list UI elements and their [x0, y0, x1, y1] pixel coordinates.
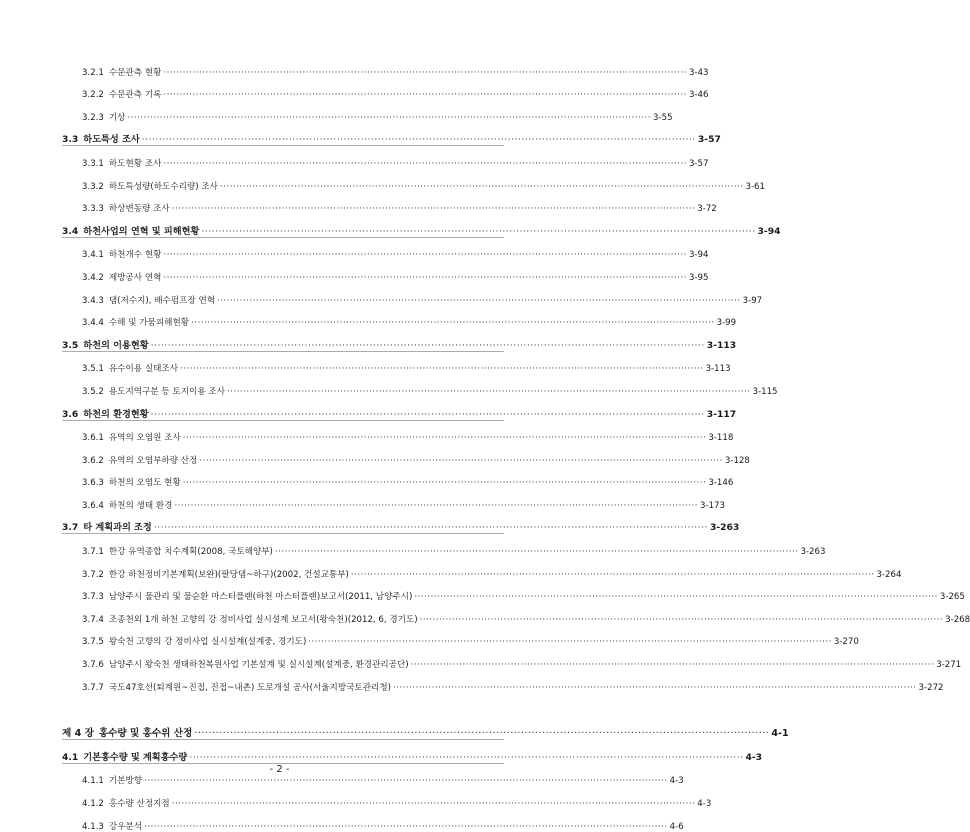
dot-leader — [127, 113, 651, 123]
toc-entry-number: 3.4.4 — [82, 318, 104, 329]
dot-leader — [220, 182, 744, 192]
toc-entry-page: 3-115 — [752, 386, 778, 397]
toc-entry-title: 댐(저수지), 배수펌프장 연혁 — [108, 295, 216, 306]
toc-entry-page: 3-99 — [716, 318, 737, 329]
toc-entry-page: 3-117 — [706, 408, 737, 420]
toc-entry-number: 3.4.1 — [82, 250, 104, 261]
toc-entry[interactable] — [62, 443, 750, 466]
toc-entry-title: 한강 유역종합 치수계획(2008, 국토해양부) — [108, 547, 273, 558]
dot-leader — [154, 522, 708, 533]
toc-entry-title: 하도특성량(하도수리량) 조사 — [108, 181, 218, 192]
dot-leader — [163, 90, 687, 100]
toc-entry-title: 한강 하천정비기본계획(보완)(팔당댐~하구)(2002, 건설교통부) — [108, 569, 349, 580]
toc-entry[interactable] — [62, 786, 712, 809]
toc-entry-title: 남양주시 물관리 및 물순환 마스터플랜(하천 마스터플랜)보고서(2011, 남양주시) — [108, 592, 413, 603]
dot-leader — [172, 799, 696, 809]
toc-entry-title: 수문관측 기록 — [108, 90, 162, 101]
toc-entry[interactable] — [62, 169, 765, 192]
toc-entry[interactable] — [62, 100, 673, 123]
toc-entry-title: 유역의 오염부하량 산정 — [108, 455, 198, 466]
toc-entry-title: 왕숙천 고향의 강 정비사업 실시설계(설계중, 경기도) — [108, 637, 307, 648]
toc-entry-title: 조종천외 1개 하천 고향의 강 정비사업 실시설계 보고서(왕숙천)(2012, 6, 경기도) — [108, 614, 418, 625]
toc-entry-title: 타 계획과의 조정 — [83, 522, 152, 534]
dot-leader — [174, 501, 698, 511]
toc-entry-number: 4.1.2 — [82, 799, 104, 809]
dot-leader — [163, 273, 687, 283]
toc-entry-page: 3-271 — [936, 660, 962, 671]
toc-entry-page: 4-3 — [669, 776, 684, 787]
toc-entry[interactable] — [62, 306, 737, 329]
toc-entry-number: 3.7.1 — [82, 547, 104, 558]
dot-leader — [180, 364, 704, 374]
toc-entry-number: 3.7.3 — [82, 592, 104, 603]
toc-entry-page: 3-94 — [688, 250, 709, 261]
toc-entry[interactable] — [62, 352, 731, 375]
toc-entry-page: 3-72 — [697, 204, 717, 215]
toc-entry[interactable] — [62, 374, 778, 397]
toc-entry-number: 3.3.2 — [82, 181, 104, 192]
toc-entry-page: 3-146 — [708, 478, 734, 489]
dot-leader — [183, 478, 707, 488]
toc-entry-title: 제방공사 연혁 — [108, 272, 162, 283]
toc-entry-number: 3.7.4 — [82, 614, 104, 625]
toc-entry-page: 4-3 — [745, 751, 763, 763]
toc-entry-number: 3.7.2 — [82, 569, 104, 580]
dot-leader — [351, 570, 875, 580]
toc-entry[interactable] — [62, 192, 717, 215]
toc-entry-number: 4.1 — [62, 751, 79, 763]
toc-entry-page: 3-95 — [688, 272, 709, 283]
toc-entry[interactable] — [62, 283, 763, 306]
toc-entry[interactable] — [62, 397, 737, 421]
toc-entry-page: 3-55 — [653, 112, 673, 123]
toc-entry[interactable] — [62, 809, 684, 832]
toc-entry-title: 하도현황 조사 — [108, 158, 162, 169]
toc-entry-title: 강우분석 — [108, 821, 143, 832]
toc-entry-number: 3.6.3 — [82, 478, 104, 489]
toc-entry-number: 3.5.2 — [82, 386, 104, 397]
toc-entry-title: 기상 — [108, 112, 126, 123]
toc-entry[interactable] — [62, 260, 709, 283]
dot-leader — [217, 296, 741, 306]
toc-entry-page: 3-270 — [833, 637, 859, 648]
dot-leader — [411, 660, 935, 670]
toc-entry-title: 하천의 생태 환경 — [108, 500, 173, 511]
toc-entry-number: 제 4 장 — [62, 728, 94, 740]
dot-leader — [275, 547, 799, 557]
toc-entry-page: 3-113 — [706, 339, 737, 351]
toc-entry-title: 하상변동량 조사 — [108, 204, 170, 215]
toc-entry-number: 3.6.2 — [82, 455, 104, 466]
dot-leader — [414, 592, 938, 602]
toc-entry-title: 기본홍수량 및 계획홍수량 — [83, 751, 188, 763]
dot-leader — [308, 637, 832, 647]
toc-entry[interactable] — [62, 602, 970, 625]
toc-entry[interactable] — [62, 421, 734, 444]
toc-entry-title: 용도지역구분 등 토지이용 조사 — [108, 386, 225, 397]
dot-leader — [151, 340, 705, 351]
dot-leader — [172, 204, 696, 214]
toc-entry-number: 4.1.3 — [82, 821, 104, 832]
toc-entry-number: 3.6.1 — [82, 433, 104, 444]
toc-entry-title: 하천개수 현황 — [108, 250, 162, 261]
toc-entry-number: 3.7.7 — [82, 682, 104, 693]
toc-entry-page: 3-263 — [800, 547, 826, 558]
toc-entry-number: 3.2.3 — [82, 112, 104, 123]
dot-leader — [183, 433, 707, 443]
toc-entry[interactable] — [62, 214, 781, 238]
toc-entry-page: 3-46 — [688, 90, 709, 101]
toc-entry-title: 유역의 오염원 조사 — [108, 433, 181, 444]
dot-leader — [191, 318, 715, 328]
dot-leader — [189, 752, 743, 763]
toc-entry-title: 하천의 오염도 현황 — [108, 478, 181, 489]
toc-entry-number: 3.3.1 — [82, 158, 104, 169]
toc-entry-number: 4.1.1 — [82, 776, 104, 787]
dot-leader — [144, 822, 668, 832]
table-of-contents — [62, 55, 970, 832]
dot-leader — [163, 68, 687, 78]
toc-entry-number: 3.4.2 — [82, 272, 104, 283]
toc-entry-number: 3.7.5 — [82, 637, 104, 648]
toc-entry[interactable] — [62, 466, 734, 489]
toc-entry[interactable] — [62, 488, 725, 511]
toc-entry-page: 3-43 — [688, 67, 709, 78]
toc-entry-page: 4-3 — [697, 799, 712, 809]
dot-leader — [142, 134, 696, 145]
toc-entry-number: 3.7 — [62, 522, 79, 534]
toc-entry[interactable] — [62, 55, 709, 78]
toc-entry-page: 3-128 — [724, 455, 750, 466]
toc-entry[interactable] — [62, 328, 737, 352]
toc-entry[interactable] — [62, 238, 709, 261]
toc-entry[interactable] — [62, 580, 965, 603]
toc-entry-page: 3-265 — [939, 592, 965, 603]
toc-entry-number: 3.7.6 — [82, 660, 104, 671]
dot-leader — [163, 159, 687, 169]
toc-entry-page: 4-6 — [669, 821, 684, 832]
dot-leader — [201, 226, 755, 237]
toc-entry-number: 3.4.3 — [82, 295, 104, 306]
toc-entry[interactable] — [62, 511, 740, 535]
toc-entry-page: 3-57 — [688, 158, 709, 169]
toc-entry-page: 3-263 — [709, 522, 740, 534]
dot-leader — [393, 683, 917, 693]
toc-entry-title: 하도특성 조사 — [83, 134, 140, 146]
toc-entry-page: 3-118 — [708, 433, 734, 444]
page-number: - 2 - — [269, 764, 290, 775]
toc-entry-title: 하천의 이용현황 — [83, 339, 149, 351]
toc-entry-title: 수해 및 가뭄피해현황 — [108, 318, 190, 329]
toc-entry-title: 하천사업의 연혁 및 피해현황 — [83, 225, 200, 237]
toc-entry-page: 4-1 — [771, 728, 789, 740]
toc-entry[interactable] — [62, 647, 962, 671]
toc-entry-number: 3.3 — [62, 134, 79, 146]
toc-entry-number: 3.2.2 — [82, 90, 104, 101]
dot-leader — [151, 409, 705, 420]
dot-leader — [227, 387, 751, 397]
toc-entry[interactable] — [62, 740, 763, 764]
toc-entry-title: 유수이용 실태조사 — [108, 364, 179, 375]
toc-entry[interactable] — [62, 670, 944, 693]
toc-entry-page: 3-61 — [745, 181, 765, 192]
toc-entry-title: 홍수량 산정지점 — [108, 799, 170, 809]
dot-leader — [194, 728, 769, 739]
toc-entry-page: 3-97 — [742, 295, 763, 306]
toc-entry-page: 3-113 — [705, 364, 731, 375]
toc-entry-title: 국도47호선(퇴계원~진접, 진접~내촌) 도로개설 공사(서울지방국토관리청) — [108, 682, 391, 693]
toc-entry-title: 수문관측 현황 — [108, 67, 162, 78]
toc-entry[interactable] — [62, 717, 789, 741]
toc-entry[interactable] — [62, 625, 859, 648]
toc-entry[interactable] — [62, 557, 902, 580]
toc-entry-title: 하천의 환경현황 — [83, 408, 149, 420]
toc-entry-number: 3.2.1 — [82, 67, 104, 78]
dot-leader — [163, 250, 687, 260]
toc-entry-title: 남양주시 왕숙천 생태하천복원사업 기본설계 및 실시설계(설계중, 환경관리공단) — [108, 660, 409, 671]
toc-entry-page: 3-57 — [697, 134, 721, 146]
toc-entry-page: 3-264 — [876, 569, 902, 580]
toc-entry-page: 3-272 — [918, 682, 944, 693]
toc-entry-page: 3-268 — [945, 614, 970, 625]
toc-entry-number: 3.6 — [62, 408, 79, 420]
toc-entry-number: 3.5 — [62, 339, 79, 351]
dot-leader — [420, 615, 944, 625]
toc-entry[interactable] — [62, 534, 826, 558]
toc-entry-page: 3-94 — [757, 225, 781, 237]
toc-entry-number: 3.4 — [62, 225, 79, 237]
toc-entry[interactable] — [62, 123, 721, 147]
toc-entry-title: 홍수량 및 홍수위 산정 — [98, 728, 193, 740]
toc-entry[interactable] — [62, 78, 709, 101]
toc-entry-title: 기본방향 — [108, 776, 143, 787]
dot-leader — [144, 776, 668, 786]
toc-entry-page: 3-173 — [700, 500, 725, 511]
toc-entry[interactable] — [62, 146, 709, 169]
toc-entry-number: 3.3.3 — [82, 204, 104, 215]
dot-leader — [199, 456, 723, 466]
toc-entry-number: 3.5.1 — [82, 364, 104, 375]
toc-entry-number: 3.6.4 — [82, 500, 104, 511]
